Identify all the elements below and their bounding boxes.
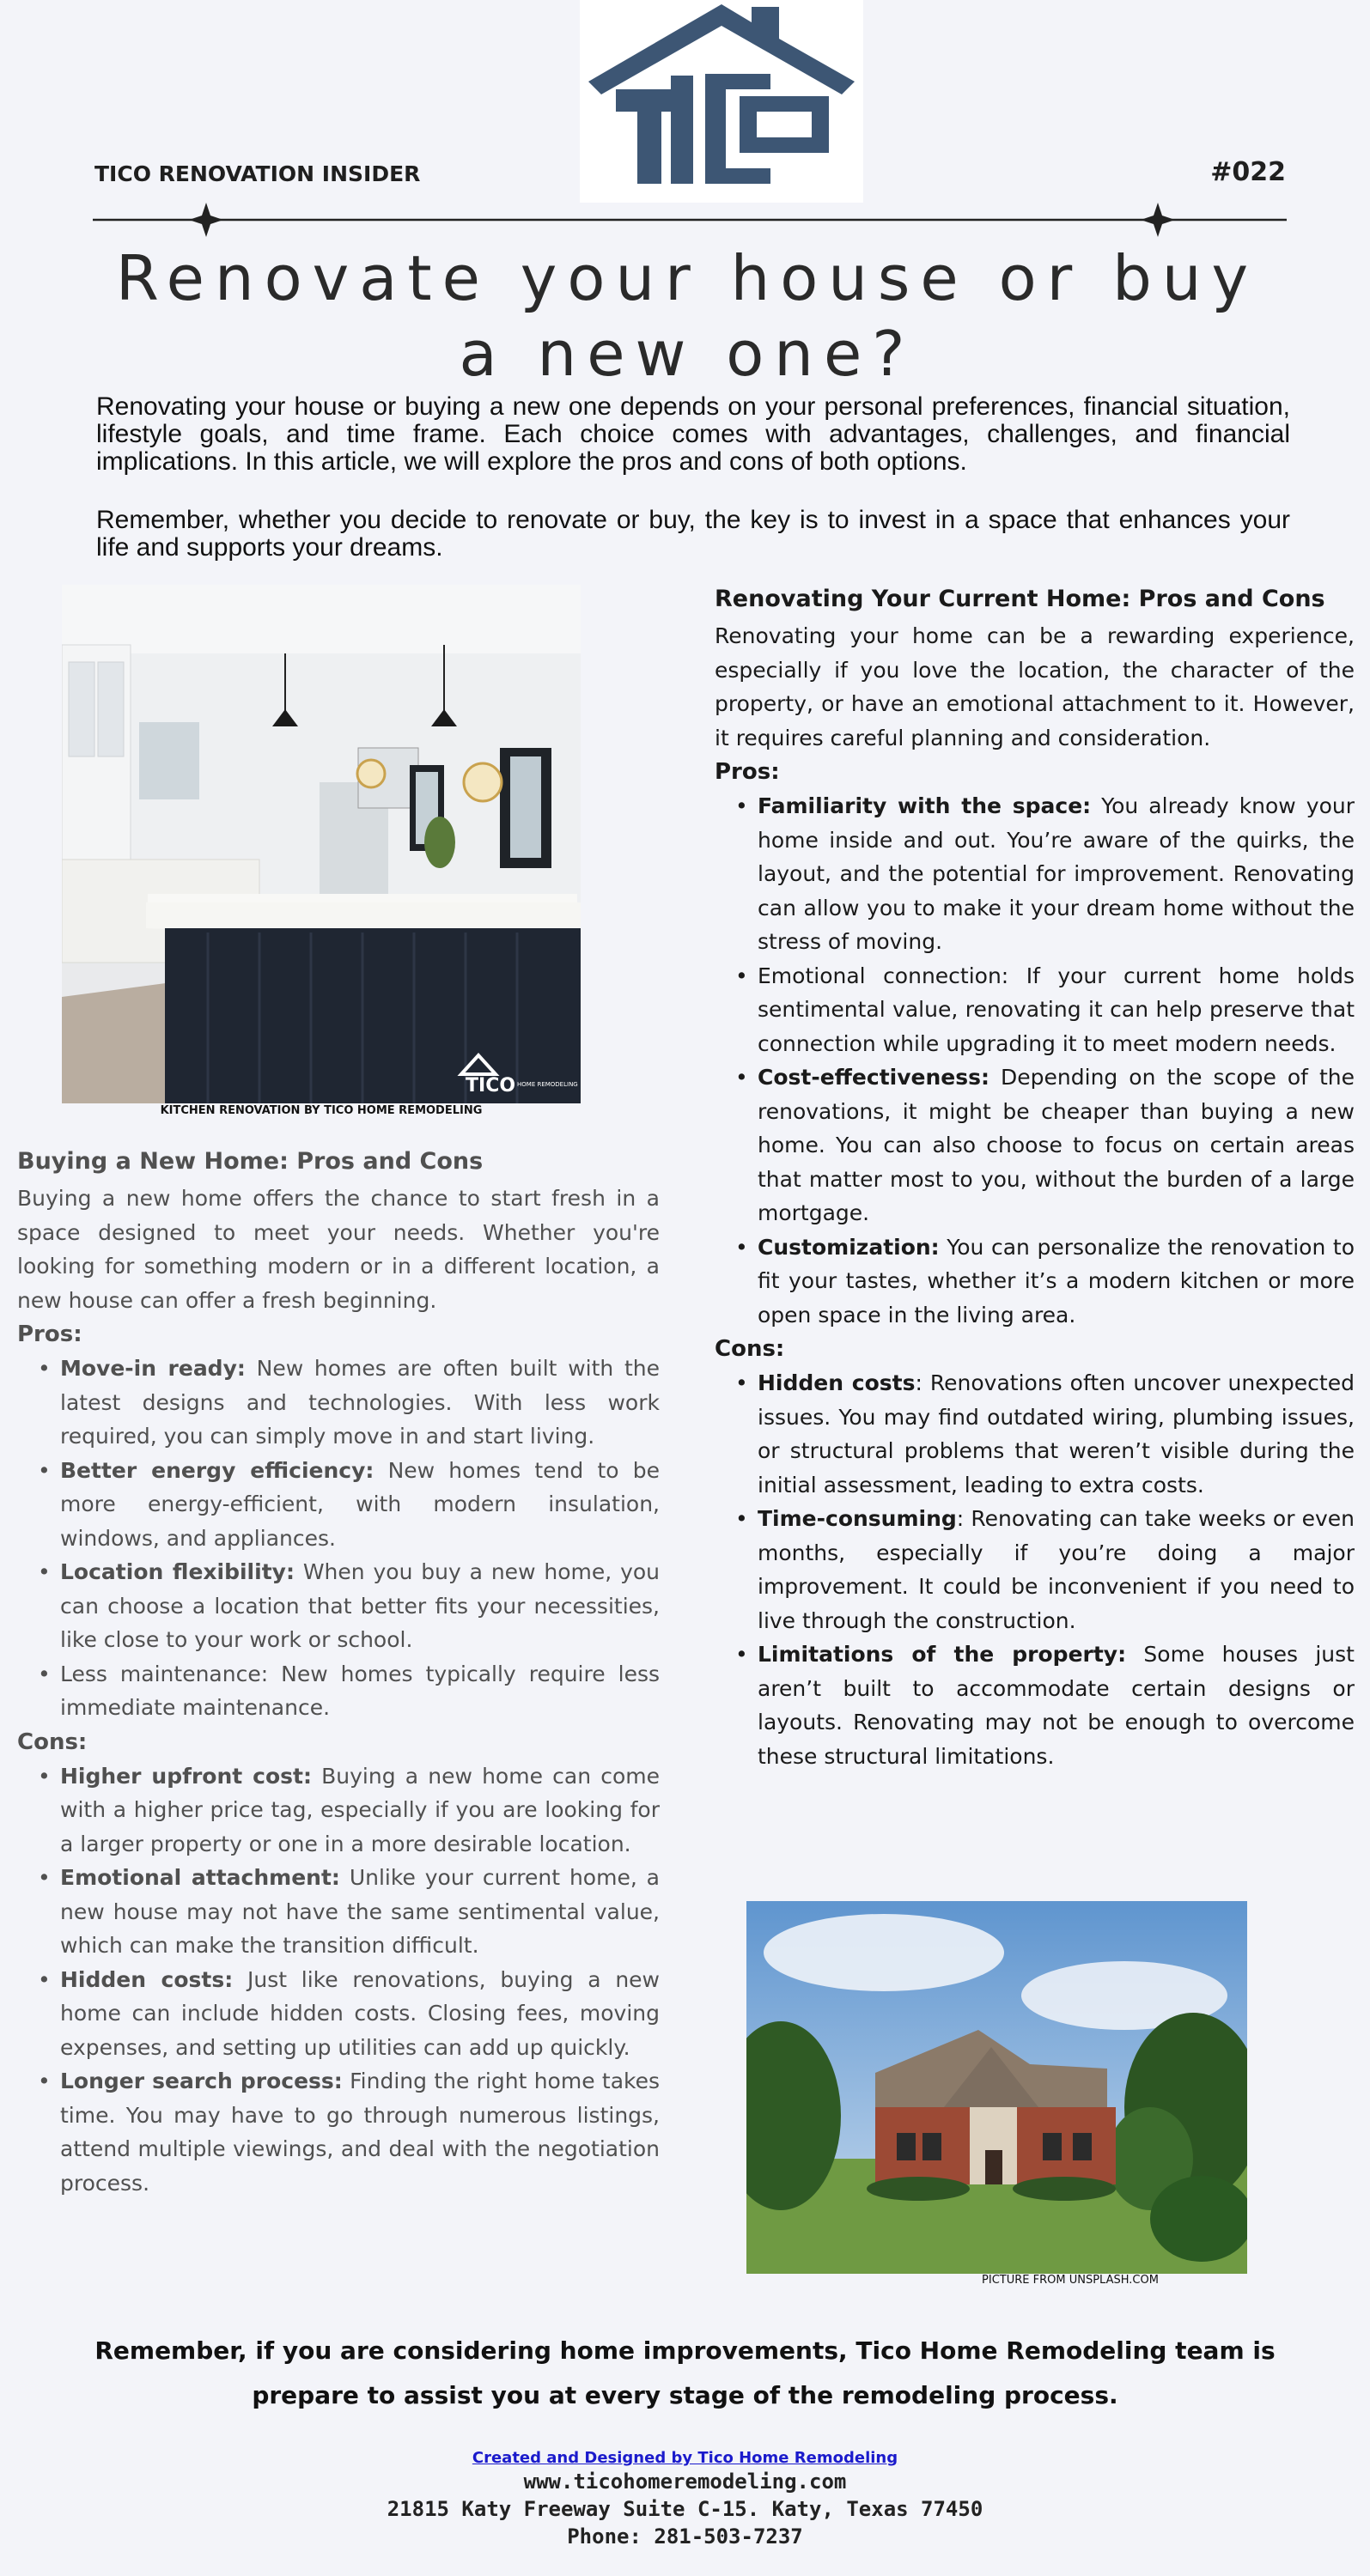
house-photo [746,1901,1247,2274]
kitchen-photo [62,585,581,1103]
list-item: • Higher upfront cost: Buying a new home can come with a higher price tag, especially if you are looking for a larger property or one in a more desirable location. [60,1759,660,1862]
renovate-pros-label: Pros: [715,759,780,785]
buy-intro: Buying a new home offers the chance to start fresh in a space designed to meet your needs. Whether you're looking for something modern or in a different location, a new house can offer a fresh beginning. [17,1186,660,1313]
list-item: • Longer search process: Finding the right home takes time. You may have to go through numerous listings, attend multiple viewings, and deal with the negotiation process. [60,2064,660,2200]
list-item: • Location flexibility: When you buy a new home, you can choose a location that better fits your necessities, like close to your work or school. [60,1555,660,1657]
photo-watermark: HOME REMODELING [517,1081,578,1088]
star-ornament-icon [1141,203,1175,237]
house-logo-icon [580,0,863,203]
intro-paragraph: Remember, whether you decide to renovate or buy, the key is to invest in a space that enhances your life and supports your dreams. [96,506,1290,562]
buy-pros-label: Pros: [17,1321,82,1347]
closing-statement: Remember, if you are considering home improvements, Tico Home Remodeling team is prepare to assist you at every stage of the remodeling process. [94,2336,1276,2409]
website: www.ticohomeremodeling.com [523,2470,847,2494]
list-item: • Limitations of the property: Some houses just aren’t built to accommodate certain designs or layouts. Renovating may not be enough to overcome these structural limitations. [758,1637,1355,1773]
list-item: • Emotional attachment: Unlike your current home, a new house may not have the same sentimental value, which can make the transition difficult. [60,1861,660,1963]
buy-pros-list [17,1352,660,1725]
renovate-intro: Renovating your home can be a rewarding experience, especially if you love the location, the character of the property, or have an emotional attachment to it. However, it requires careful planning and consideration. [715,623,1355,750]
renovate-pros-list [715,789,1355,1332]
list-item: • Time-consuming: Renovating can take weeks or even months, especially if you’re doing a major improvement. It could be inconvenient if you need to live through the construction. [758,1502,1355,1637]
renovate-cons-label: Cons: [715,1336,785,1362]
kitchen-caption: KITCHEN RENOVATION BY TICO HOME REMODELING [160,1104,483,1117]
buy-cons-label: Cons: [17,1728,88,1755]
intro-paragraph: Renovating your house or buying a new one depends on your personal preferences, financial situation, lifestyle goals, and time frame. Each choice comes with advantages, challenges, and financial implications. In this article, we will explore the pros and cons of both options. [96,392,1290,476]
svg-text:TICO: TICO [466,1075,516,1097]
list-item: • Hidden costs: Renovations often uncover unexpected issues. You may find outdated wiring, plumbing issues, or structural problems that weren’t visible during the initial assessment, leading to extra costs. [758,1366,1355,1502]
list-item: • Less maintenance: New homes typically require less immediate maintenance. [60,1657,660,1725]
list-item: • Move-in ready: New homes are often built with the latest designs and technologies. With less work required, you can simply move in and start living. [60,1352,660,1454]
buy-heading: Buying a New Home: Pros and Cons [17,1148,484,1175]
house-caption: PICTURE FROM UNSPLASH.COM [982,2274,1159,2287]
credit-link[interactable]: Created and Designed by Tico Home Remodeling [472,2449,898,2467]
issue-number: #022 [1210,157,1286,187]
star-ornament-icon [189,203,223,237]
buy-section [17,1142,660,2200]
buy-cons-list [17,1759,660,2201]
address: 21815 Katy Freeway Suite C-15. Katy, Texas 77450 [387,2497,983,2521]
newsletter-brand: TICO RENOVATION INSIDER [94,161,421,186]
list-item: • Emotional connection: If your current home holds sentimental value, renovating it can help preserve that connection while upgrading it to meet modern needs. [758,959,1355,1061]
header-divider [93,203,1287,237]
list-item: • Customization: You can personalize the renovation to fit your tastes, whether it’s a modern kitchen or more open space in the living area. [758,1230,1355,1333]
renovate-heading: Renovating Your Current Home: Pros and Cons [715,586,1325,612]
page-title: Renovate your house or buy a new one? [115,242,1259,390]
renovate-cons-list [715,1366,1355,1773]
company-logo [580,0,863,203]
list-item: • Hidden costs: Just like renovations, buying a new home can include hidden costs. Closing fees, moving expenses, and setting up utilities can add up quickly. [60,1963,660,2065]
renovate-section [715,580,1355,1773]
phone-number: Phone: 281-503-7237 [567,2524,803,2549]
list-item: • Better energy efficiency: New homes tend to be more energy-efficient, with modern insulation, windows, and appliances. [60,1454,660,1556]
list-item: • Familiarity with the space: You already know your home inside and out. You’re aware of the quirks, the layout, and the potential for improvement. Renovating can allow you to make it your dream home without the stress of moving. [758,789,1355,959]
list-item: • Cost-effectiveness: Depending on the scope of the renovations, it might be cheaper than buying a new home. You can also choose to focus on certain areas that matter most to you, without the burden of a large mortgage. [758,1060,1355,1230]
